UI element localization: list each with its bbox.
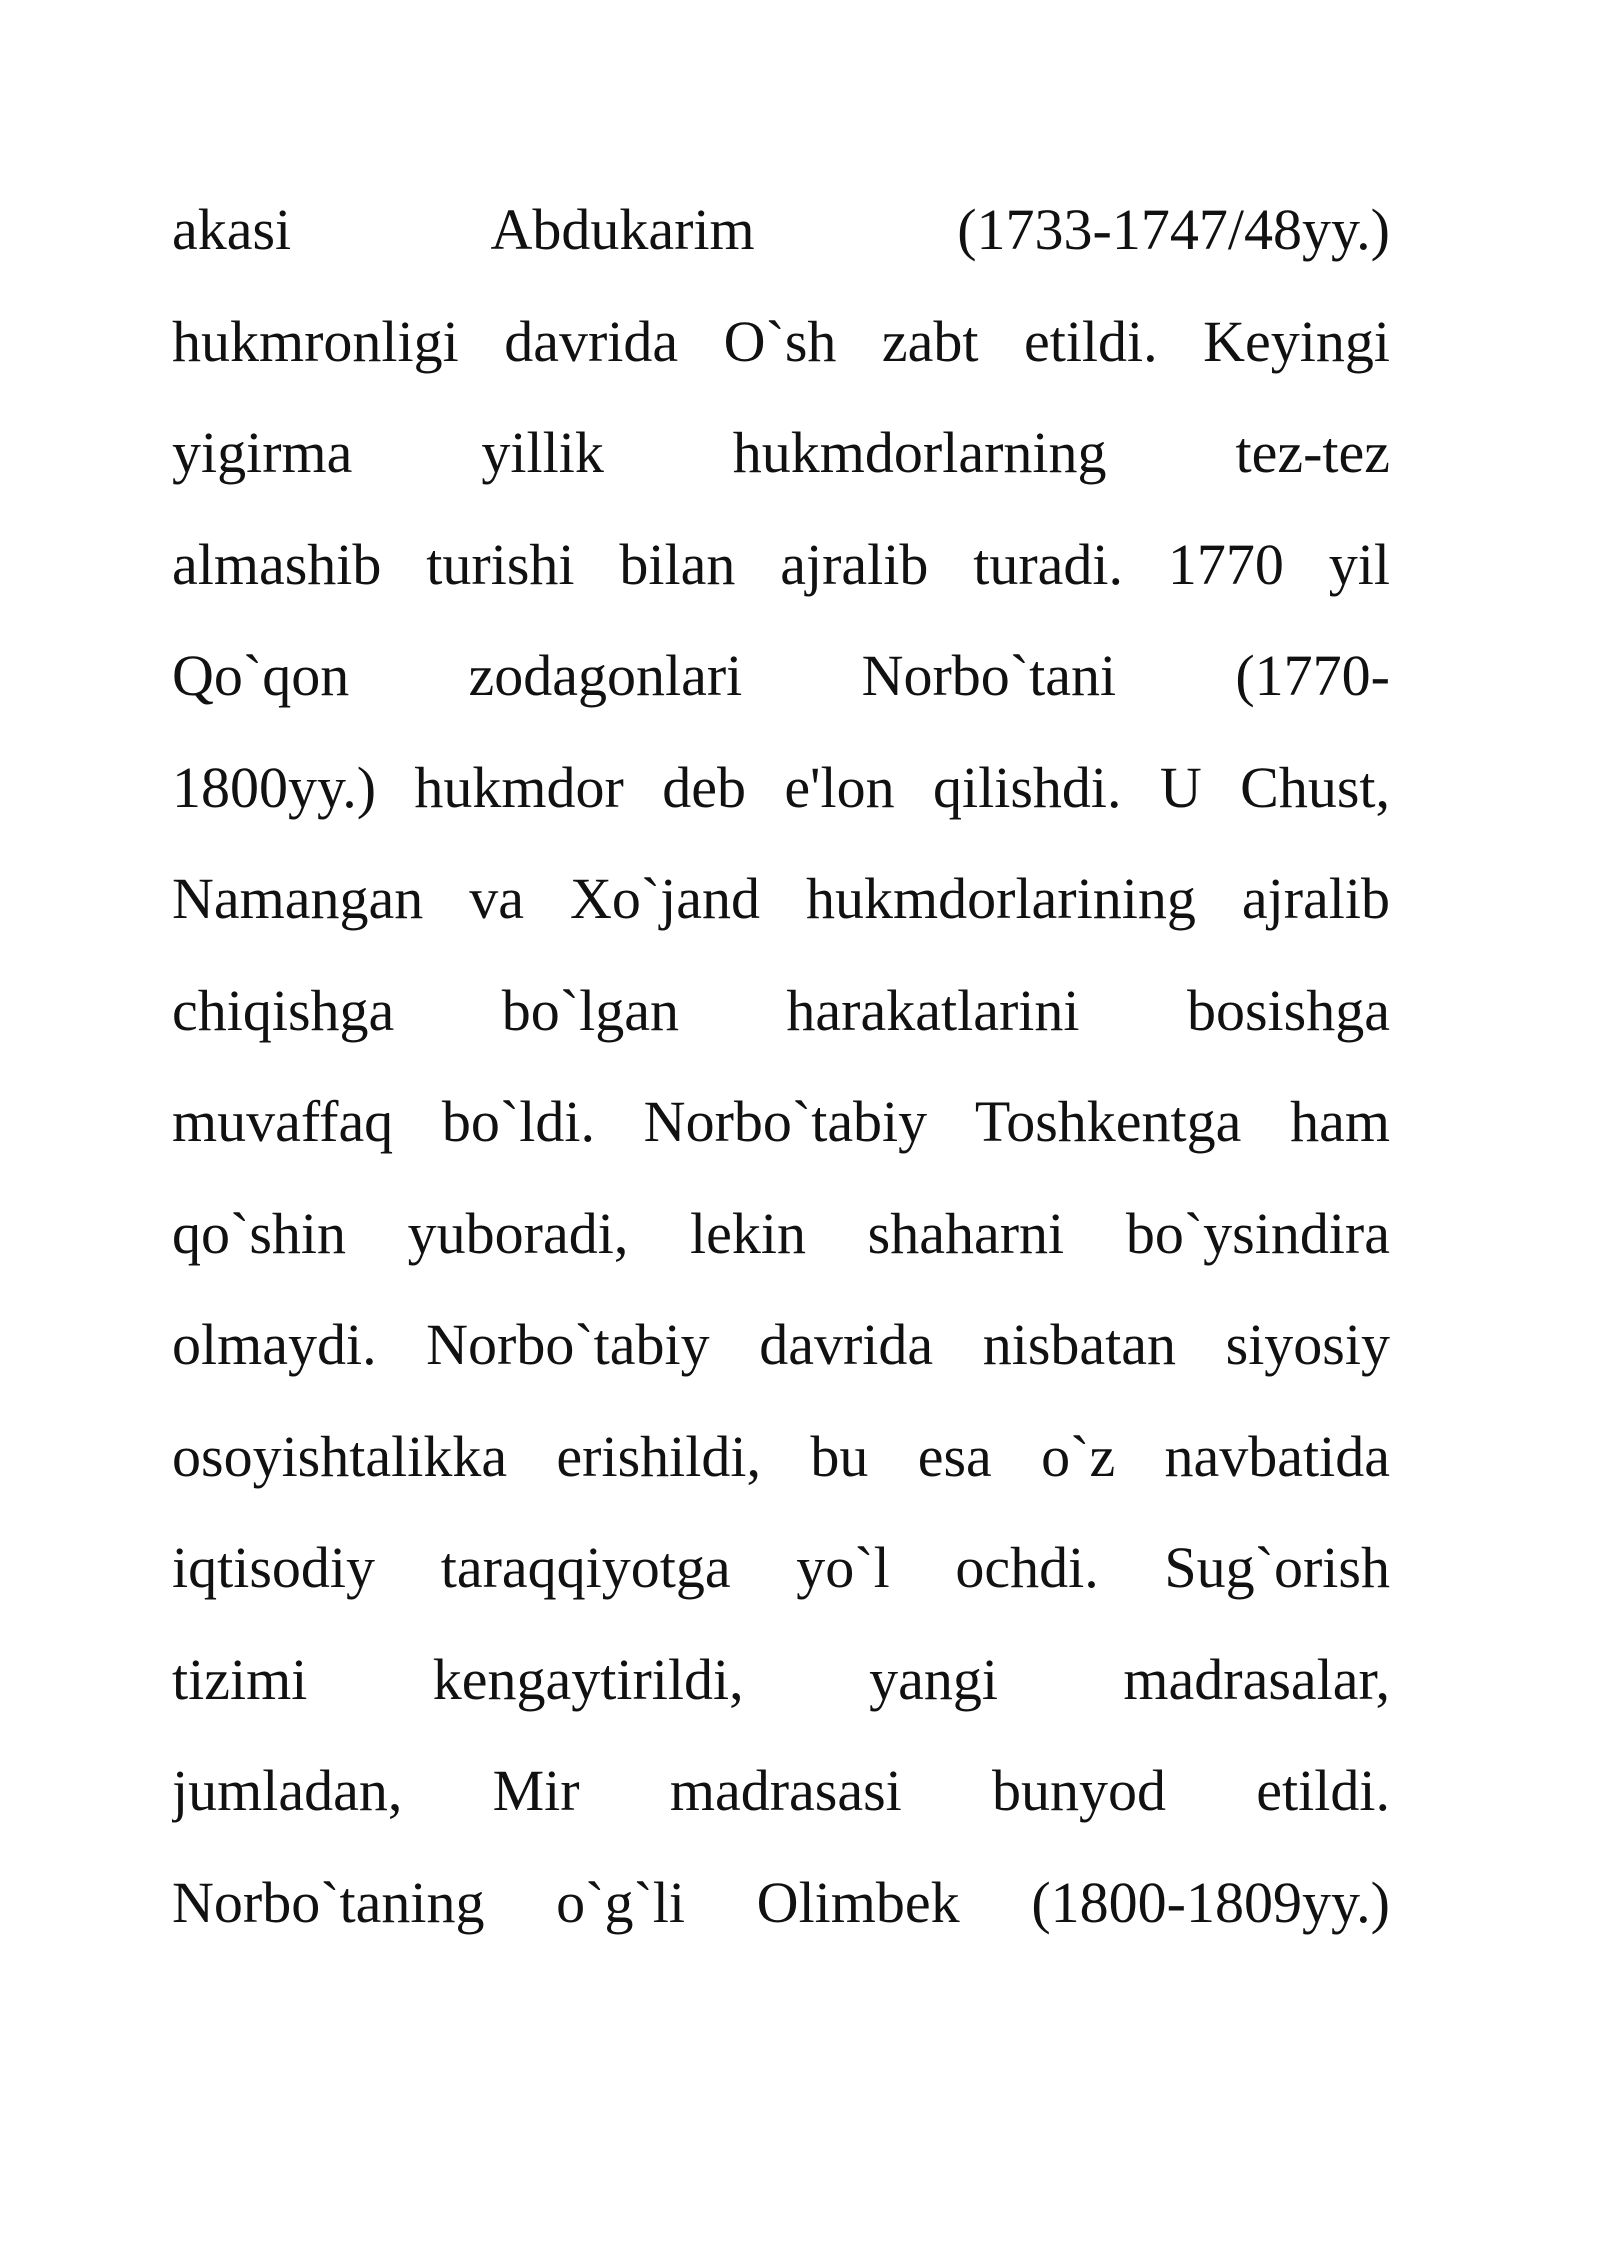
text-line: qo`shin yuboradi, lekin shaharni bo`ysindira	[172, 1200, 1390, 1266]
text-line: 1800yy.) hukmdor deb e'lon qilishdi. U Chust,	[172, 754, 1390, 820]
body-text	[172, 190, 1390, 1974]
text-line: yigirma yillik hukmdorlarning tez-tez	[172, 420, 1390, 485]
text-line: muvaffaq bo`ldi. Norbo`tabiy Toshkentga ham	[172, 1089, 1390, 1154]
text-line: Namangan va Xo`jand hukmdorlarining ajralib	[172, 866, 1390, 931]
text-line: akasi Abdukarim (1733-1747/48yy.)	[172, 197, 1390, 262]
text-line: iqtisodiy taraqqiyotga yo`l ochdi. Sug`orish	[172, 1535, 1390, 1600]
text-line: osoyishtalikka erishildi, bu esa o`z navbatida	[172, 1423, 1390, 1489]
text-line: olmaydi. Norbo`tabiy davrida nisbatan siyosiy	[172, 1312, 1390, 1377]
text-line: hukmronligi davrida O`sh zabt etildi. Keyingi	[172, 308, 1390, 374]
text-line: almashib turishi bilan ajralib turadi. 1770 yil	[172, 531, 1390, 597]
text-line: tizimi kengaytirildi, yangi madrasalar,	[172, 1646, 1390, 1712]
text-line: Qo`qon zodagonlari Norbo`tani (1770-	[172, 643, 1390, 708]
text-line: chiqishga bo`lgan harakatlarini bosishga	[172, 977, 1390, 1043]
text-line: jumladan, Mir madrasasi bunyod etildi.	[172, 1758, 1390, 1823]
text-line: Norbo`taning o`g`li Olimbek (1800-1809yy.)	[172, 1869, 1390, 1935]
